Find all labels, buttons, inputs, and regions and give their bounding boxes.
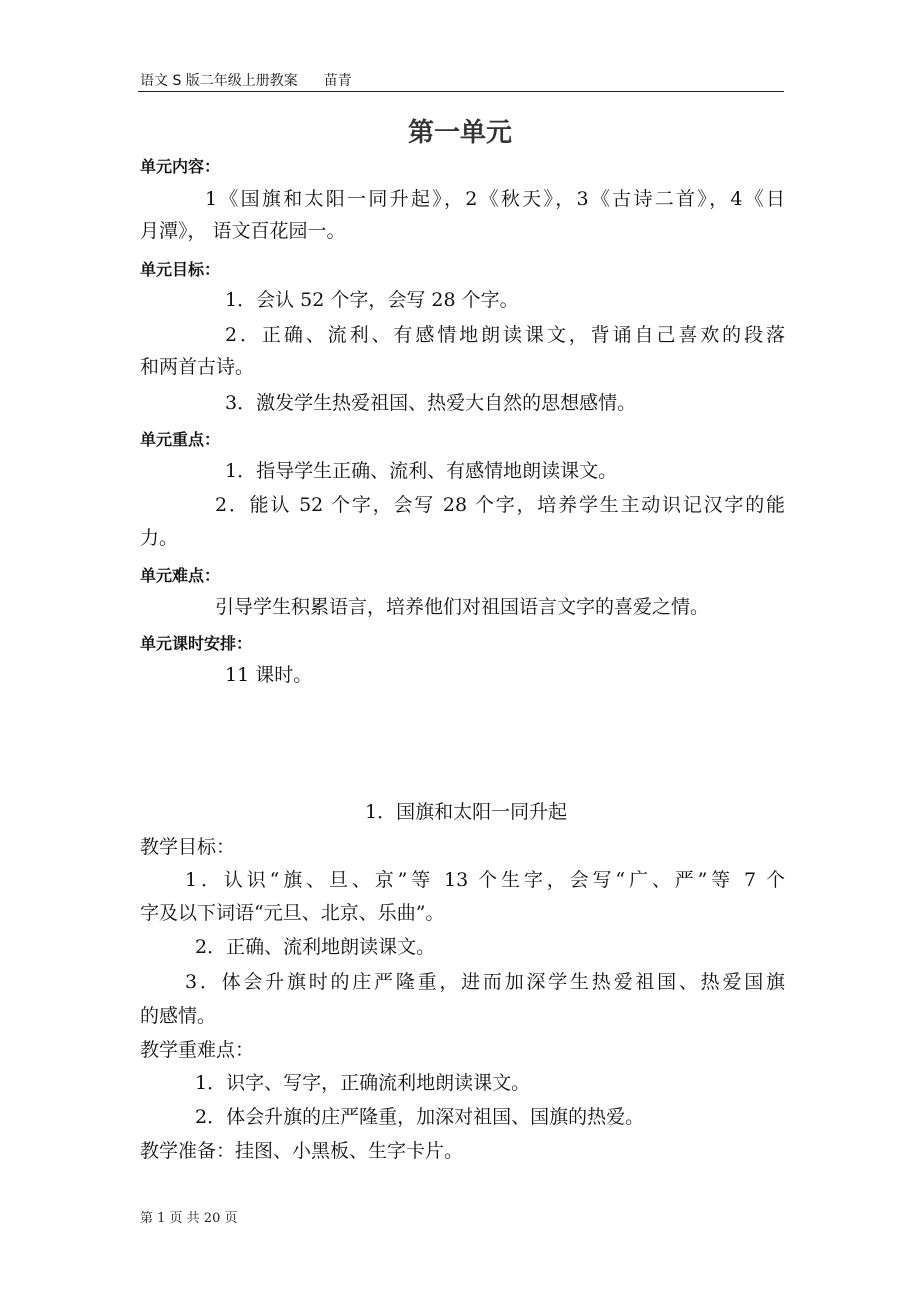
paragraph: 3．体会升旗时的庄严隆重，进而加深学生热爱祖国、热爱国旗 <box>185 971 785 993</box>
page-footer: 第 1 页 共 20 页 <box>140 1211 238 1226</box>
paragraph: 1．会认 52 个字，会写 28 个字。 <box>225 289 519 311</box>
unit-difficulty-heading: 单元难点： <box>140 566 221 585</box>
paragraph: 2．能认 52 个字，会写 28 个字，培养学生主动识记汉字的能 <box>215 494 785 516</box>
header-author: 苗青 <box>323 73 352 89</box>
paragraph: 1．认识“旗、旦、京”等 13 个生字，会写“广、严”等 7 个 <box>185 869 785 891</box>
paragraph: 教学准备：挂图、小黑板、生字卡片。 <box>140 1140 464 1162</box>
unit-key-heading: 单元重点： <box>140 430 221 449</box>
paragraph: 字及以下词语“元旦、北京、乐曲”。 <box>140 902 445 924</box>
paragraph: 1．识字、写字，正确流利地朗读课文。 <box>195 1072 531 1094</box>
unit-content-heading: 单元内容： <box>140 157 221 176</box>
header-title: 语文 S 版二年级上册教案 <box>140 73 298 89</box>
unit-hours-heading: 单元课时安排： <box>140 634 253 653</box>
lesson-goal-heading: 教学目标： <box>140 836 236 858</box>
lesson-key-heading: 教学重难点： <box>140 1039 255 1061</box>
unit-goal-heading: 单元目标： <box>140 260 221 279</box>
paragraph: 1《国旗和太阳一同升起》，2《秋天》，3《古诗二首》，4《日 <box>205 188 785 210</box>
paragraph: 力。 <box>140 527 179 549</box>
paragraph: 的感情。 <box>140 1005 217 1027</box>
paragraph: 11 课时。 <box>225 664 313 686</box>
paragraph: 月潭》， 语文百花园一。 <box>140 220 346 242</box>
paragraph: 3．激发学生热爱祖国、热爱大自然的思想感情。 <box>225 392 637 414</box>
paragraph: 和两首古诗。 <box>140 356 255 378</box>
lesson-title: 1．国旗和太阳一同升起 <box>365 801 568 823</box>
unit-title: 第一单元 <box>407 118 512 148</box>
paragraph: 引导学生积累语言，培养他们对祖国语言文字的喜爱之情。 <box>215 596 710 618</box>
running-header <box>140 70 352 90</box>
header-rule <box>138 91 784 92</box>
paragraph: 2．正确、流利、有感情地朗读课文，背诵自己喜欢的段落 <box>225 324 785 346</box>
paragraph: 2．体会升旗的庄严隆重，加深对祖国、国旗的热爱。 <box>195 1106 645 1128</box>
paragraph: 2．正确、流利地朗读课文。 <box>195 936 436 958</box>
paragraph: 1．指导学生正确、流利、有感情地朗读课文。 <box>225 460 618 482</box>
